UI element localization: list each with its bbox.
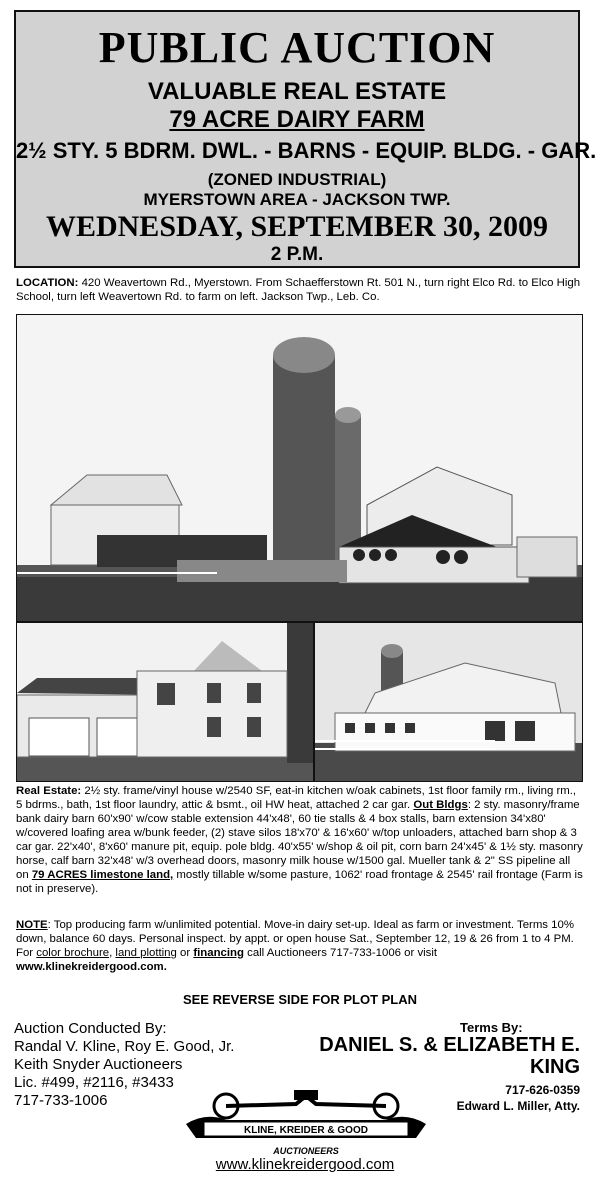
terms-label: Terms By: <box>460 1020 523 1035</box>
header-area: MYERSTOWN AREA - JACKSON TWP. <box>143 190 451 209</box>
seller-names <box>278 1034 580 1078</box>
note-contact-text: call Auctioneers 717-733-1006 or visit <box>243 947 438 959</box>
logo-banner-text: KLINE, KREIDER & GOOD <box>244 1125 368 1136</box>
note-paragraph <box>16 918 584 974</box>
seller-names-line1: DANIEL S. & ELIZABETH E. <box>319 1034 580 1056</box>
auction-time: 2 P.M. <box>270 244 324 265</box>
real-estate-description <box>16 784 584 896</box>
acres-label: 79 ACRES limestone land, <box>31 869 174 881</box>
land-text: mostly tillable w/some pasture, 1062' road frontage & 2545' rail frontage (Farm is not in preserve). <box>16 869 583 895</box>
financing-text: financing <box>193 947 244 959</box>
farmhouse-photo <box>16 622 314 782</box>
auctioneer-phone: 717-733-1006 <box>14 1092 108 1109</box>
plot-plan-note: SEE REVERSE SIDE FOR PLOT PLAN <box>182 992 418 1007</box>
license-numbers: Lic. #499, #2116, #3433 <box>14 1074 174 1091</box>
header-buildings: 2½ STY. 5 BDRM. DWL. - BARNS - EQUIP. BLDG. - GAR. <box>16 138 597 163</box>
note-label: NOTE <box>16 919 48 931</box>
note-separator: or <box>176 947 194 959</box>
outbuildings-label: Out Bldgs <box>413 799 468 811</box>
real-estate-text: 2½ sty. frame/vinyl house w/2540 SF, eat-in kitchen w/oak cabinets, 1st floor family rm., living rm., 5 bdrms., bath, 1st floor laundry, attic & bsmt., oil HW heat, attached 2 car gar. <box>16 785 577 811</box>
note-text: : Top producing farm w/unlimited potential. Move-in dairy set-up. Ideal as farm or investment. Terms 10% down, balance 60 days. Personal inspect. by appt. or open house Sat., September 12, 19 & 26 from 1 to 4 PM. For <box>16 919 574 959</box>
location-paragraph <box>16 276 584 304</box>
auction-date: WEDNESDAY, SEPTEMBER 30, 2009 <box>45 210 549 243</box>
color-brochure-text: color brochure <box>36 947 110 959</box>
location-label: LOCATION: <box>16 277 79 289</box>
outbuildings-text: : 2 sty. masonry/frame bank dairy barn 60'x90' w/cow stable extension 44'x48', 60 tie stalls & 4 box stalls, barn extension 34'x80' w/covered loafing area w/bunk feeder, (2) stave silos 18'x70' & 16'x60' w/top unloaders, attached barn shop & 3 car gar. 22'x40', 8'x60' manure pit, equip. pole bldg. 40'x55' w/shop & oil pit, corn barn 24'x45' & 1½ sty. masonry horse, calf barn 32'x48' w/3 overhead doors, masonry milk house w/1500 gal. Mueller tank & 2" SS pipeline all on <box>16 799 583 881</box>
page-title: PUBLIC AUCTION <box>98 23 496 72</box>
barn-photo <box>314 622 583 782</box>
seller-phone: 717-626-0359 <box>505 1083 580 1097</box>
header-zoning: (ZONED INDUSTRIAL) <box>207 170 387 189</box>
conducted-by-label: Auction Conducted By: <box>14 1020 167 1037</box>
location-text: 420 Weavertown Rd., Myerstown. From Schaefferstown Rt. 501 N., turn right Elco Rd. to Elco High School, turn left Weavertown Rd. to farm on left. Jackson Twp., Leb. Co. <box>16 277 581 303</box>
note-website: www.klinekreidergood.com. <box>16 961 167 973</box>
logo-caption-text: AUCTIONEERS <box>273 1146 339 1156</box>
real-estate-label: Real Estate: <box>16 785 82 797</box>
land-plotting-text: land plotting <box>115 947 177 959</box>
attorney-name: Edward L. Miller, Atty. <box>456 1099 580 1113</box>
auctioneer-names: Randal V. Kline, Roy E. Good, Jr. <box>14 1038 235 1055</box>
header-subtitle: VALUABLE REAL ESTATE <box>147 78 447 105</box>
note-separator: , <box>109 947 116 959</box>
header-farm-size: 79 ACRE DAIRY FARM <box>169 106 425 133</box>
farm-main-photo <box>16 314 583 622</box>
footer-website-link[interactable]: www.klinekreidergood.com <box>215 1156 395 1173</box>
auction-header <box>14 10 597 268</box>
seller-names-line2: KING <box>530 1056 580 1078</box>
auctioneer-company: Keith Snyder Auctioneers <box>14 1056 183 1073</box>
